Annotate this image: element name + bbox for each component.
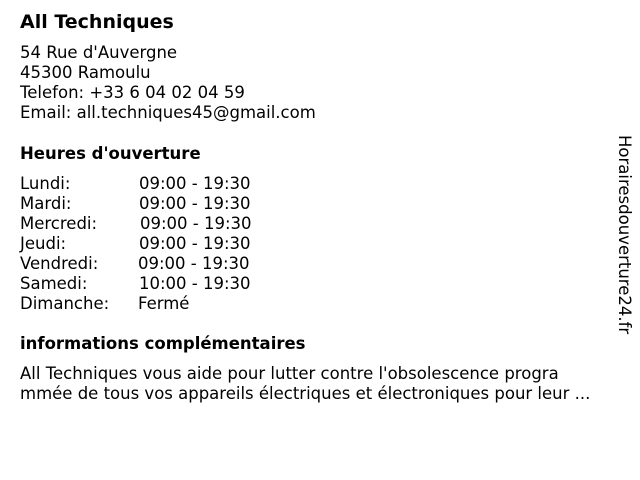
description-line-1: All Techniques vous aide pour lutter contre l'obsolescence progra <box>20 364 559 383</box>
contact-block <box>20 43 316 123</box>
business-description <box>20 364 600 404</box>
additional-info-heading: informations complémentaires <box>20 334 306 353</box>
hours-time: 09:00 - 19:30 <box>139 194 251 213</box>
hours-day: Vendredi: <box>20 254 99 273</box>
opening-hours-table <box>20 174 280 314</box>
hours-time: Fermé <box>138 294 190 313</box>
hours-row-tuesday <box>20 194 280 214</box>
hours-day: Mardi: <box>20 194 72 213</box>
hours-time: 10:00 - 19:30 <box>139 274 251 293</box>
address-street: 54 Rue d'Auvergne <box>20 43 178 62</box>
hours-row-monday <box>20 174 280 194</box>
address-city: 45300 Ramoulu <box>20 63 151 82</box>
hours-row-sunday <box>20 294 280 314</box>
business-name: All Techniques <box>20 11 174 33</box>
hours-row-saturday <box>20 274 280 294</box>
hours-time: 09:00 - 19:30 <box>139 174 251 193</box>
phone-line: Telefon: +33 6 04 02 04 59 <box>20 83 245 102</box>
email-line: Email: all.techniques45@gmail.com <box>20 103 316 122</box>
description-line-2: mmée de tous vos appareils électriques et électroniques pour leur ... <box>20 384 591 403</box>
hours-day: Dimanche: <box>20 294 110 313</box>
hours-row-wednesday <box>20 214 280 234</box>
hours-day: Samedi: <box>20 274 88 293</box>
hours-time: 09:00 - 19:30 <box>139 234 251 253</box>
site-brand-vertical: Horairesdouverture24.fr <box>615 135 634 335</box>
opening-hours-heading: Heures d'ouverture <box>20 144 201 163</box>
hours-row-thursday <box>20 234 280 254</box>
hours-time: 09:00 - 19:30 <box>140 214 252 233</box>
hours-day: Lundi: <box>20 174 71 193</box>
hours-time: 09:00 - 19:30 <box>138 254 250 273</box>
hours-day: Jeudi: <box>20 234 67 253</box>
hours-row-friday <box>20 254 280 274</box>
hours-day: Mercredi: <box>20 214 98 233</box>
